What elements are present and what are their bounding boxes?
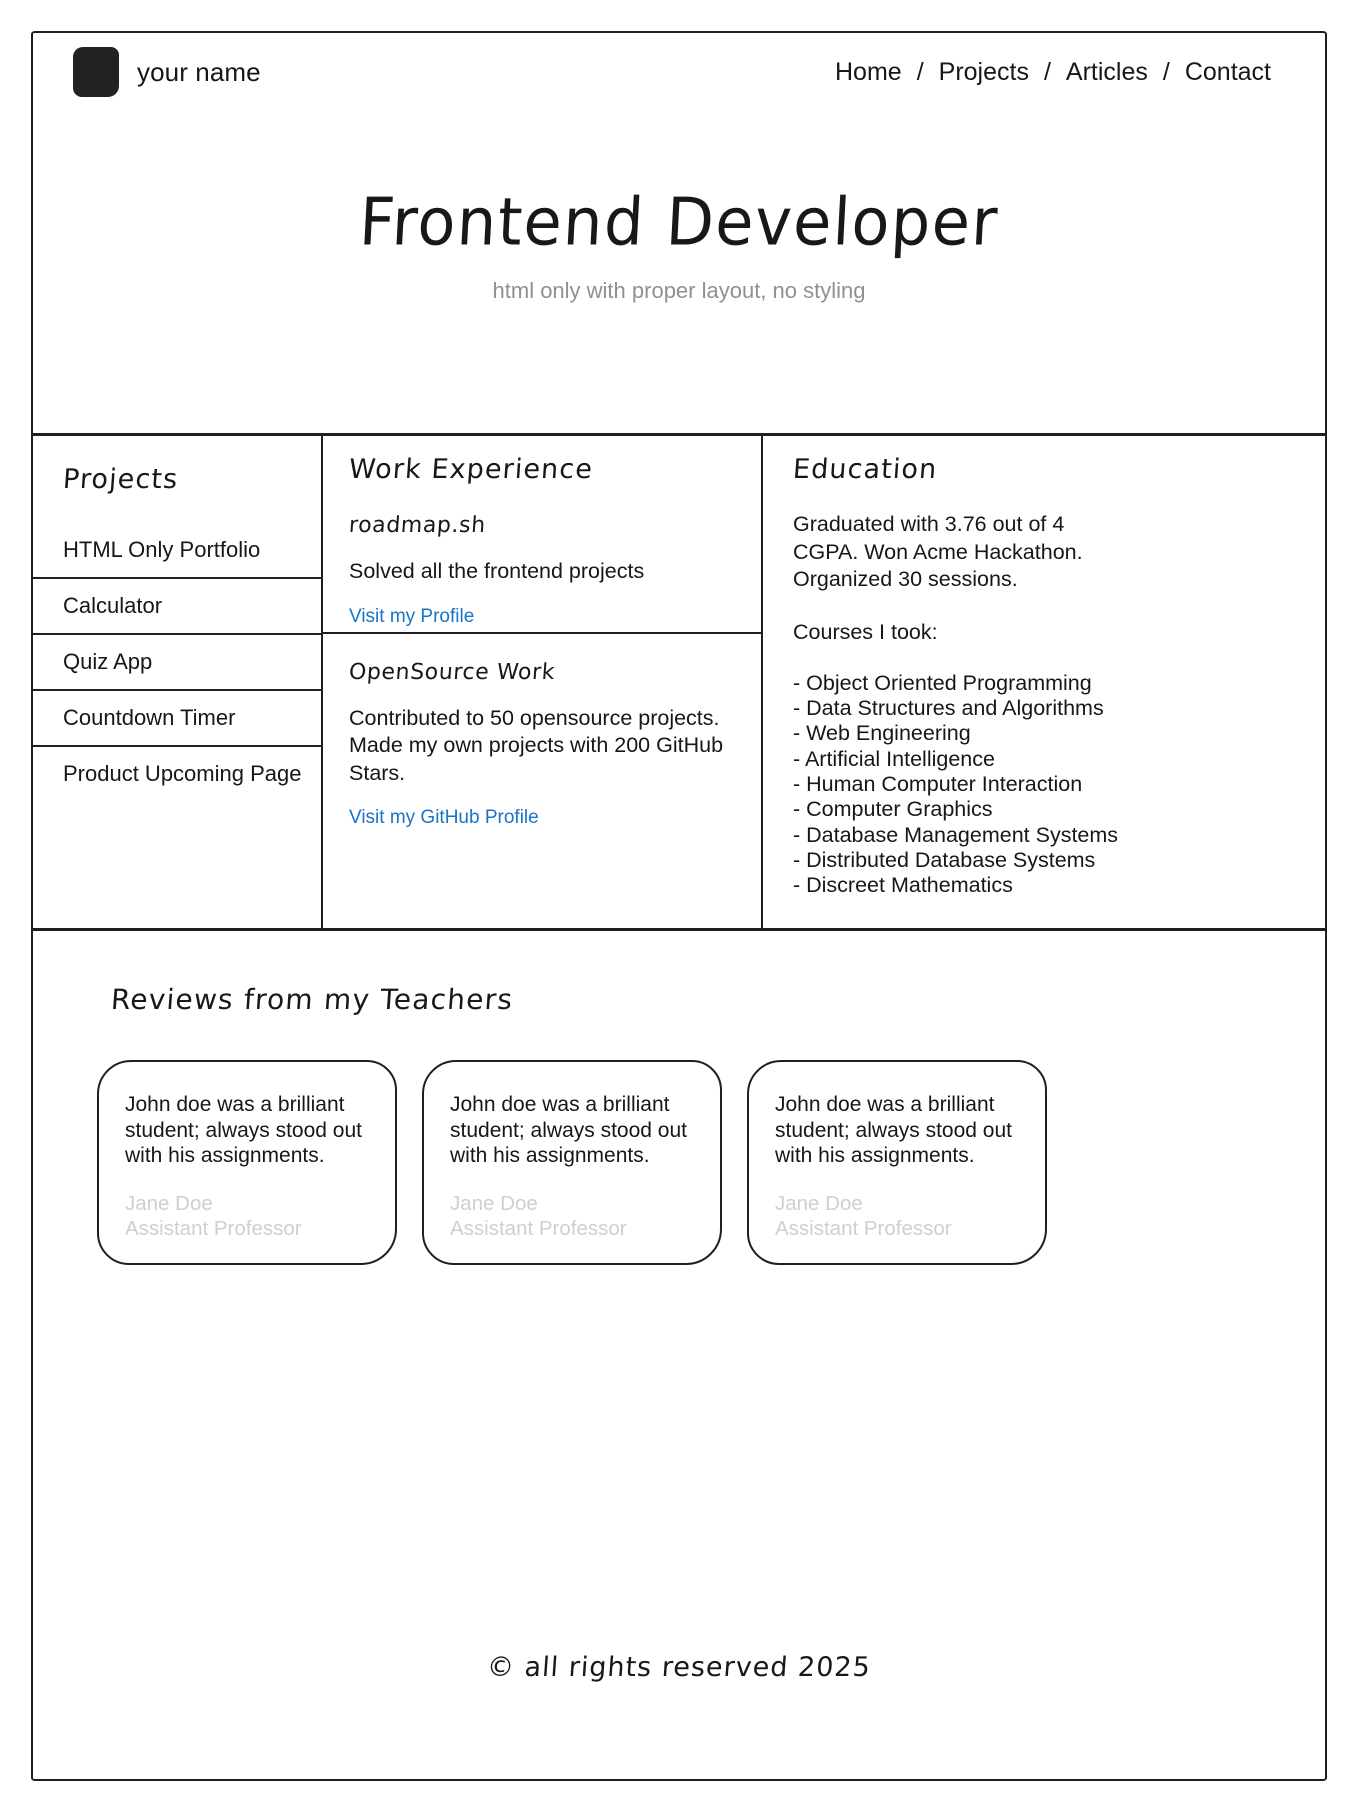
brand[interactable] [73,47,261,97]
review-author-name: Jane Doe [125,1191,213,1215]
projects-list [33,523,321,801]
main-navigation [831,58,1285,87]
page-frame [31,31,1327,1781]
list-item[interactable]: Calculator [33,579,321,635]
review-author-name: Jane Doe [775,1191,863,1215]
review-card [97,1060,397,1265]
education-summary: Graduated with 3.76 out of 4 CGPA. Won Acme Hackathon. Organized 30 sessions. [793,512,1083,592]
copyright-text: © all rights reserved 2025 [486,1652,872,1683]
list-item[interactable]: Quiz App [33,635,321,691]
list-item: - Human Computer Interaction [793,771,1083,796]
review-author-name: Jane Doe [450,1191,538,1215]
nav-link-articles[interactable]: Articles [1065,57,1148,86]
work-item-link[interactable]: Visit my GitHub Profile [349,807,539,829]
list-item[interactable]: Product Upcoming Page [63,761,302,786]
review-card [422,1060,722,1265]
review-author-role: Assistant Professor [775,1216,952,1240]
list-item: - Data Structures and Algorithms [793,695,1104,720]
content-band [33,433,1325,928]
reviews-section [33,928,1325,1265]
work-item-title: roadmap.sh [348,513,487,538]
list-item: - Distributed Database Systems [793,848,1096,873]
work-block [323,634,761,848]
nav-separator: / [1162,57,1170,86]
review-text: John doe was a brilliant student; always stood out with his assignments. [450,1093,687,1168]
review-cards [81,1060,1277,1265]
courses-list [793,671,1303,899]
work-item-title: OpenSource Work [348,659,556,685]
review-author [450,1191,694,1241]
review-author [775,1191,1019,1241]
list-item[interactable]: Countdown Timer [33,691,321,747]
work-item-description: Solved all the frontend projects [349,559,645,583]
work-item-description: Contributed to 50 opensource projects. Made my own projects with 200 GitHub Stars. [349,705,724,785]
work-experience-column [323,436,763,928]
square-logo-icon [73,47,119,97]
reviews-heading: Reviews from my Teachers [109,983,515,1016]
list-item: - Artificial Intelligence [793,746,995,771]
list-item: - Database Management Systems [793,822,1119,847]
work-experience-heading: Work Experience [347,454,595,485]
list-item: - Object Oriented Programming [793,670,1092,695]
list-item: - Web Engineering [793,721,971,746]
page-title: Frontend Developer [357,182,1001,261]
work-item-link[interactable]: Visit my Profile [349,605,475,627]
review-text: John doe was a brilliant student; always stood out with his assignments. [125,1093,362,1168]
projects-heading-wrap [33,450,321,495]
hero-section [33,182,1325,304]
nav-link-home[interactable]: Home [835,57,902,86]
projects-column [33,436,323,928]
brand-name: your name [137,56,261,87]
courses-label: Courses I took: [793,619,938,644]
education-column [763,436,1325,928]
review-author-role: Assistant Professor [125,1216,302,1240]
review-text: John doe was a brilliant student; always stood out with his assignments. [775,1093,1012,1168]
nav-separator: / [916,57,924,86]
projects-heading: Projects [61,464,180,495]
review-card [747,1060,1047,1265]
review-author-role: Assistant Professor [450,1216,627,1240]
nav-link-projects[interactable]: Projects [938,57,1029,86]
list-item: - Computer Graphics [793,797,993,822]
list-item: - Discreet Mathematics [793,873,1013,898]
nav-link-contact[interactable]: Contact [1184,57,1271,86]
nav-separator: / [1043,57,1051,86]
education-heading: Education [791,454,939,485]
work-heading-block [323,436,761,634]
site-footer [33,1652,1325,1683]
site-header [33,33,1325,93]
review-author [125,1191,369,1241]
list-item[interactable]: HTML Only Portfolio [33,523,321,579]
page-subtitle: html only with proper layout, no styling [492,278,866,303]
